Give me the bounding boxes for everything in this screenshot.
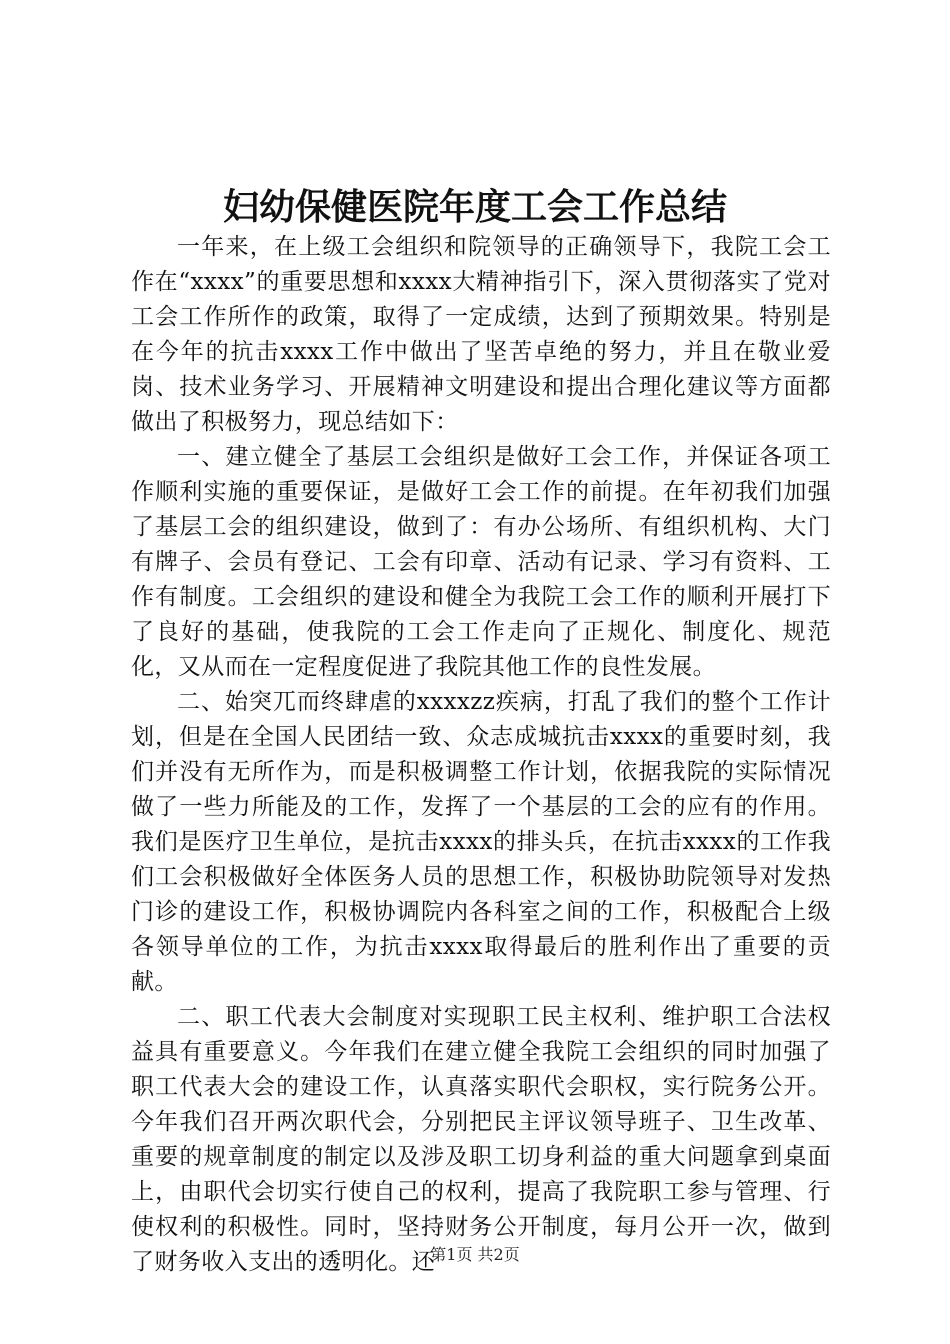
paragraph-section-2: 二、始突兀而终肆虐的xxxxzz疾病，打乱了我们的整个工作计划，但是在全国人民团结一致、众志成城抗击xxxx的重要时刻，我们并没有无所作为，而是积极调整工作计划，依据我院的实际情况做了一些力所能及的工作，发挥了一个基层的工会的应有的作用。我们是医疗卫生单位，是抗击xxxx的排头兵，在抗击xxxx的工作我们工会积极做好全体医务人员的思想工作，积极协助院领导对发热门诊的建设工作，积极协调院内各科室之间的工作，积极配合上级各领导单位的工作，为抗击xxxx取得最后的胜利作出了重要的贡献。 (131, 689, 831, 995)
paragraph-intro: 一年来，在上级工会组织和院领导的正确领导下，我院工会工作在“xxxx”的重要思想和xxxx大精神指引下，深入贯彻落实了党对工会工作所作的政策，取得了一定成绩，达到了预期效果。特别是在今年的抗击xxxx工作中做出了坚苦卓绝的努力，并且在敬业爱岗、技术业务学习、开展精神文明建设和提出合理化建议等方面都做出了积极努力，现总结如下： (131, 234, 831, 435)
document-body (131, 230, 831, 1280)
paragraph-section-3: 二、职工代表大会制度对实现职工民主权利、维护职工合法权益具有重要意义。今年我们在建立健全我院工会组织的同时加强了职工代表大会的建设工作，认真落实职代会职权，实行院务公开。今年我们召开两次职代会，分别把民主评议领导班子、卫生改革、重要的规章制度的制定以及涉及职工切身利益的重大问题拿到桌面上，由职代会切实行使自己的权利，提高了我院职工参与管理、行使权利的积极性。同时，坚持财务公开制度，每月公开一次，做到了财务收入支出的透明化。还 (131, 1004, 831, 1275)
document-title: 妇幼保健医院年度工会工作总结 (222, 187, 727, 228)
page-number-footer: 第1页 共2页 (430, 1245, 520, 1264)
paragraph-section-1: 一、建立健全了基层工会组织是做好工会工作，并保证各项工作顺利实施的重要保证，是做好工会工作的前提。在年初我们加强了基层工会的组织建设，做到了：有办公场所、有组织机构、大门有牌子、会员有登记、工会有印章、活动有记录、学习有资料、工作有制度。工会组织的建设和健全为我院工会工作的顺利开展打下了良好的基础，使我院的工会工作走向了正规化、制度化、规范化，又从而在一定程度促进了我院其他工作的良性发展。 (131, 444, 831, 680)
